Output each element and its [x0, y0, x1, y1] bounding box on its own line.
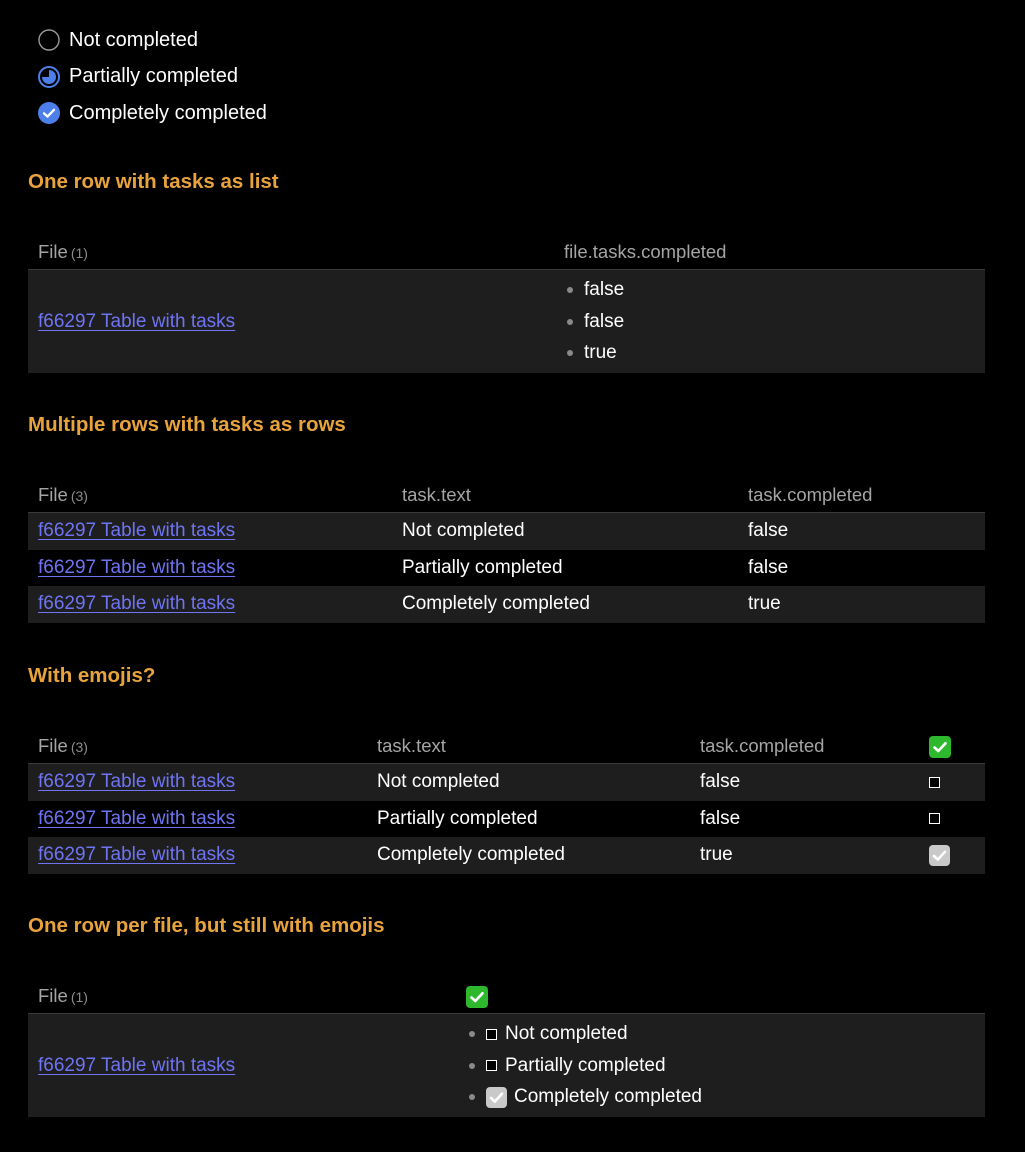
- file-cell: [28, 513, 392, 550]
- table-header-row: [28, 979, 985, 1014]
- list-value: false: [584, 310, 625, 332]
- task-text-cell: Not completed: [367, 764, 690, 801]
- file-link[interactable]: f66297 Table with tasks: [38, 771, 236, 793]
- column-header-task-completed[interactable]: task.completed: [690, 729, 919, 764]
- file-link[interactable]: f66297 Table with tasks: [38, 593, 236, 615]
- green-check-emoji-icon: [466, 986, 488, 1008]
- table-row: [28, 764, 985, 801]
- emoji-cell: [919, 801, 985, 838]
- list-value: true: [584, 342, 617, 364]
- task-completed-cell: true: [690, 837, 919, 874]
- empty-square-emoji-icon: [929, 777, 940, 788]
- empty-square-emoji-icon: [929, 813, 940, 824]
- column-header-file[interactable]: [28, 478, 392, 513]
- file-link[interactable]: f66297 Table with tasks: [38, 556, 236, 578]
- list-item: [564, 337, 975, 369]
- list-item: [466, 1050, 975, 1082]
- bullet-icon: [469, 1063, 475, 1069]
- table-with-emojis: [28, 729, 985, 874]
- table-one-row-per-file-emojis: [28, 979, 985, 1117]
- emoji-cell: [919, 837, 985, 874]
- table-row: [28, 550, 985, 587]
- empty-circle-icon[interactable]: [38, 29, 60, 51]
- file-count: (3): [70, 739, 88, 755]
- task-text-cell: Partially completed: [367, 801, 690, 838]
- task-list: [38, 22, 267, 132]
- bullet-icon: [469, 1094, 475, 1100]
- completed-values-list: [564, 274, 975, 369]
- task-completed-cell: false: [738, 513, 985, 550]
- file-cell: [28, 801, 367, 838]
- table-row: [28, 801, 985, 838]
- section-heading-with-emojis: With emojis?: [28, 664, 156, 687]
- task-text-cell: Completely completed: [392, 586, 738, 623]
- file-cell: [28, 586, 392, 623]
- file-cell: [28, 764, 367, 801]
- file-link[interactable]: f66297 Table with tasks: [38, 520, 236, 542]
- list-item: [466, 1081, 975, 1113]
- column-header-file[interactable]: [28, 979, 456, 1014]
- emoji-cell: [919, 764, 985, 801]
- list-item: [564, 306, 975, 338]
- file-link[interactable]: f66297 Table with tasks: [38, 310, 236, 332]
- header-label: File: [38, 484, 68, 505]
- task-item-not-completed: [38, 22, 267, 59]
- grey-check-emoji-icon: [486, 1087, 507, 1108]
- empty-square-emoji-icon: [486, 1029, 497, 1040]
- half-circle-icon[interactable]: [38, 66, 60, 88]
- column-header-file[interactable]: [28, 729, 367, 764]
- file-cell: [28, 837, 367, 874]
- header-label: File: [38, 985, 68, 1006]
- task-completed-cell: true: [738, 586, 985, 623]
- section-heading-one-row: One row with tasks as list: [28, 170, 279, 193]
- file-link[interactable]: f66297 Table with tasks: [38, 1054, 236, 1076]
- column-header-file-tasks-completed[interactable]: file.tasks.completed: [554, 235, 985, 270]
- task-item-completely-completed: [38, 95, 267, 132]
- task-label: Completely completed: [69, 101, 267, 124]
- task-label: Partially completed: [69, 65, 238, 88]
- table-header-row: [28, 478, 985, 513]
- list-value: Partially completed: [505, 1054, 666, 1076]
- task-item-partially-completed: [38, 59, 267, 96]
- file-cell: [28, 1014, 456, 1118]
- column-header-task-text[interactable]: task.text: [392, 478, 738, 513]
- file-count: (3): [70, 488, 88, 504]
- green-check-emoji-icon: [929, 736, 951, 758]
- table-row: [28, 513, 985, 550]
- table-multiple-rows-tasks: [28, 478, 985, 623]
- completed-values-cell: [554, 270, 985, 374]
- task-text-cell: Completely completed: [367, 837, 690, 874]
- file-link[interactable]: f66297 Table with tasks: [38, 807, 236, 829]
- header-label: File: [38, 735, 68, 756]
- table-row: [28, 1014, 985, 1118]
- task-text-cell: Partially completed: [392, 550, 738, 587]
- column-header-emoji[interactable]: [919, 729, 985, 764]
- task-label: Not completed: [69, 28, 198, 51]
- grey-check-emoji-icon: [929, 845, 950, 866]
- list-value: Not completed: [505, 1023, 628, 1045]
- task-completed-cell: false: [738, 550, 985, 587]
- table-header-row: [28, 235, 985, 270]
- header-label: File: [38, 241, 68, 262]
- file-link[interactable]: f66297 Table with tasks: [38, 844, 236, 866]
- column-header-task-completed[interactable]: task.completed: [738, 478, 985, 513]
- table-row: [28, 837, 985, 874]
- table-row: [28, 586, 985, 623]
- bullet-icon: [469, 1031, 475, 1037]
- task-text-cell: Not completed: [392, 513, 738, 550]
- emoji-tasks-cell: [456, 1014, 985, 1118]
- column-header-emoji[interactable]: [456, 979, 985, 1014]
- list-item: [564, 274, 975, 306]
- file-cell: [28, 550, 392, 587]
- table-row: [28, 270, 985, 374]
- bullet-icon: [567, 350, 573, 356]
- task-completed-cell: false: [690, 801, 919, 838]
- file-count: (1): [70, 245, 88, 261]
- list-value: false: [584, 279, 625, 301]
- column-header-task-text[interactable]: task.text: [367, 729, 690, 764]
- table-header-row: [28, 729, 985, 764]
- check-circle-icon[interactable]: [38, 102, 60, 124]
- section-heading-multiple-rows: Multiple rows with tasks as rows: [28, 413, 346, 436]
- bullet-icon: [567, 319, 573, 325]
- list-value: Completely completed: [514, 1086, 702, 1108]
- file-count: (1): [70, 989, 88, 1005]
- emoji-task-list: [466, 1018, 975, 1113]
- table-one-row-tasks-list: [28, 235, 985, 373]
- empty-square-emoji-icon: [486, 1060, 497, 1071]
- task-completed-cell: false: [690, 764, 919, 801]
- bullet-icon: [567, 287, 573, 293]
- list-item: [466, 1018, 975, 1050]
- section-heading-one-row-per-file: One row per file, but still with emojis: [28, 914, 385, 937]
- file-cell: [28, 270, 554, 374]
- column-header-file[interactable]: [28, 235, 554, 270]
